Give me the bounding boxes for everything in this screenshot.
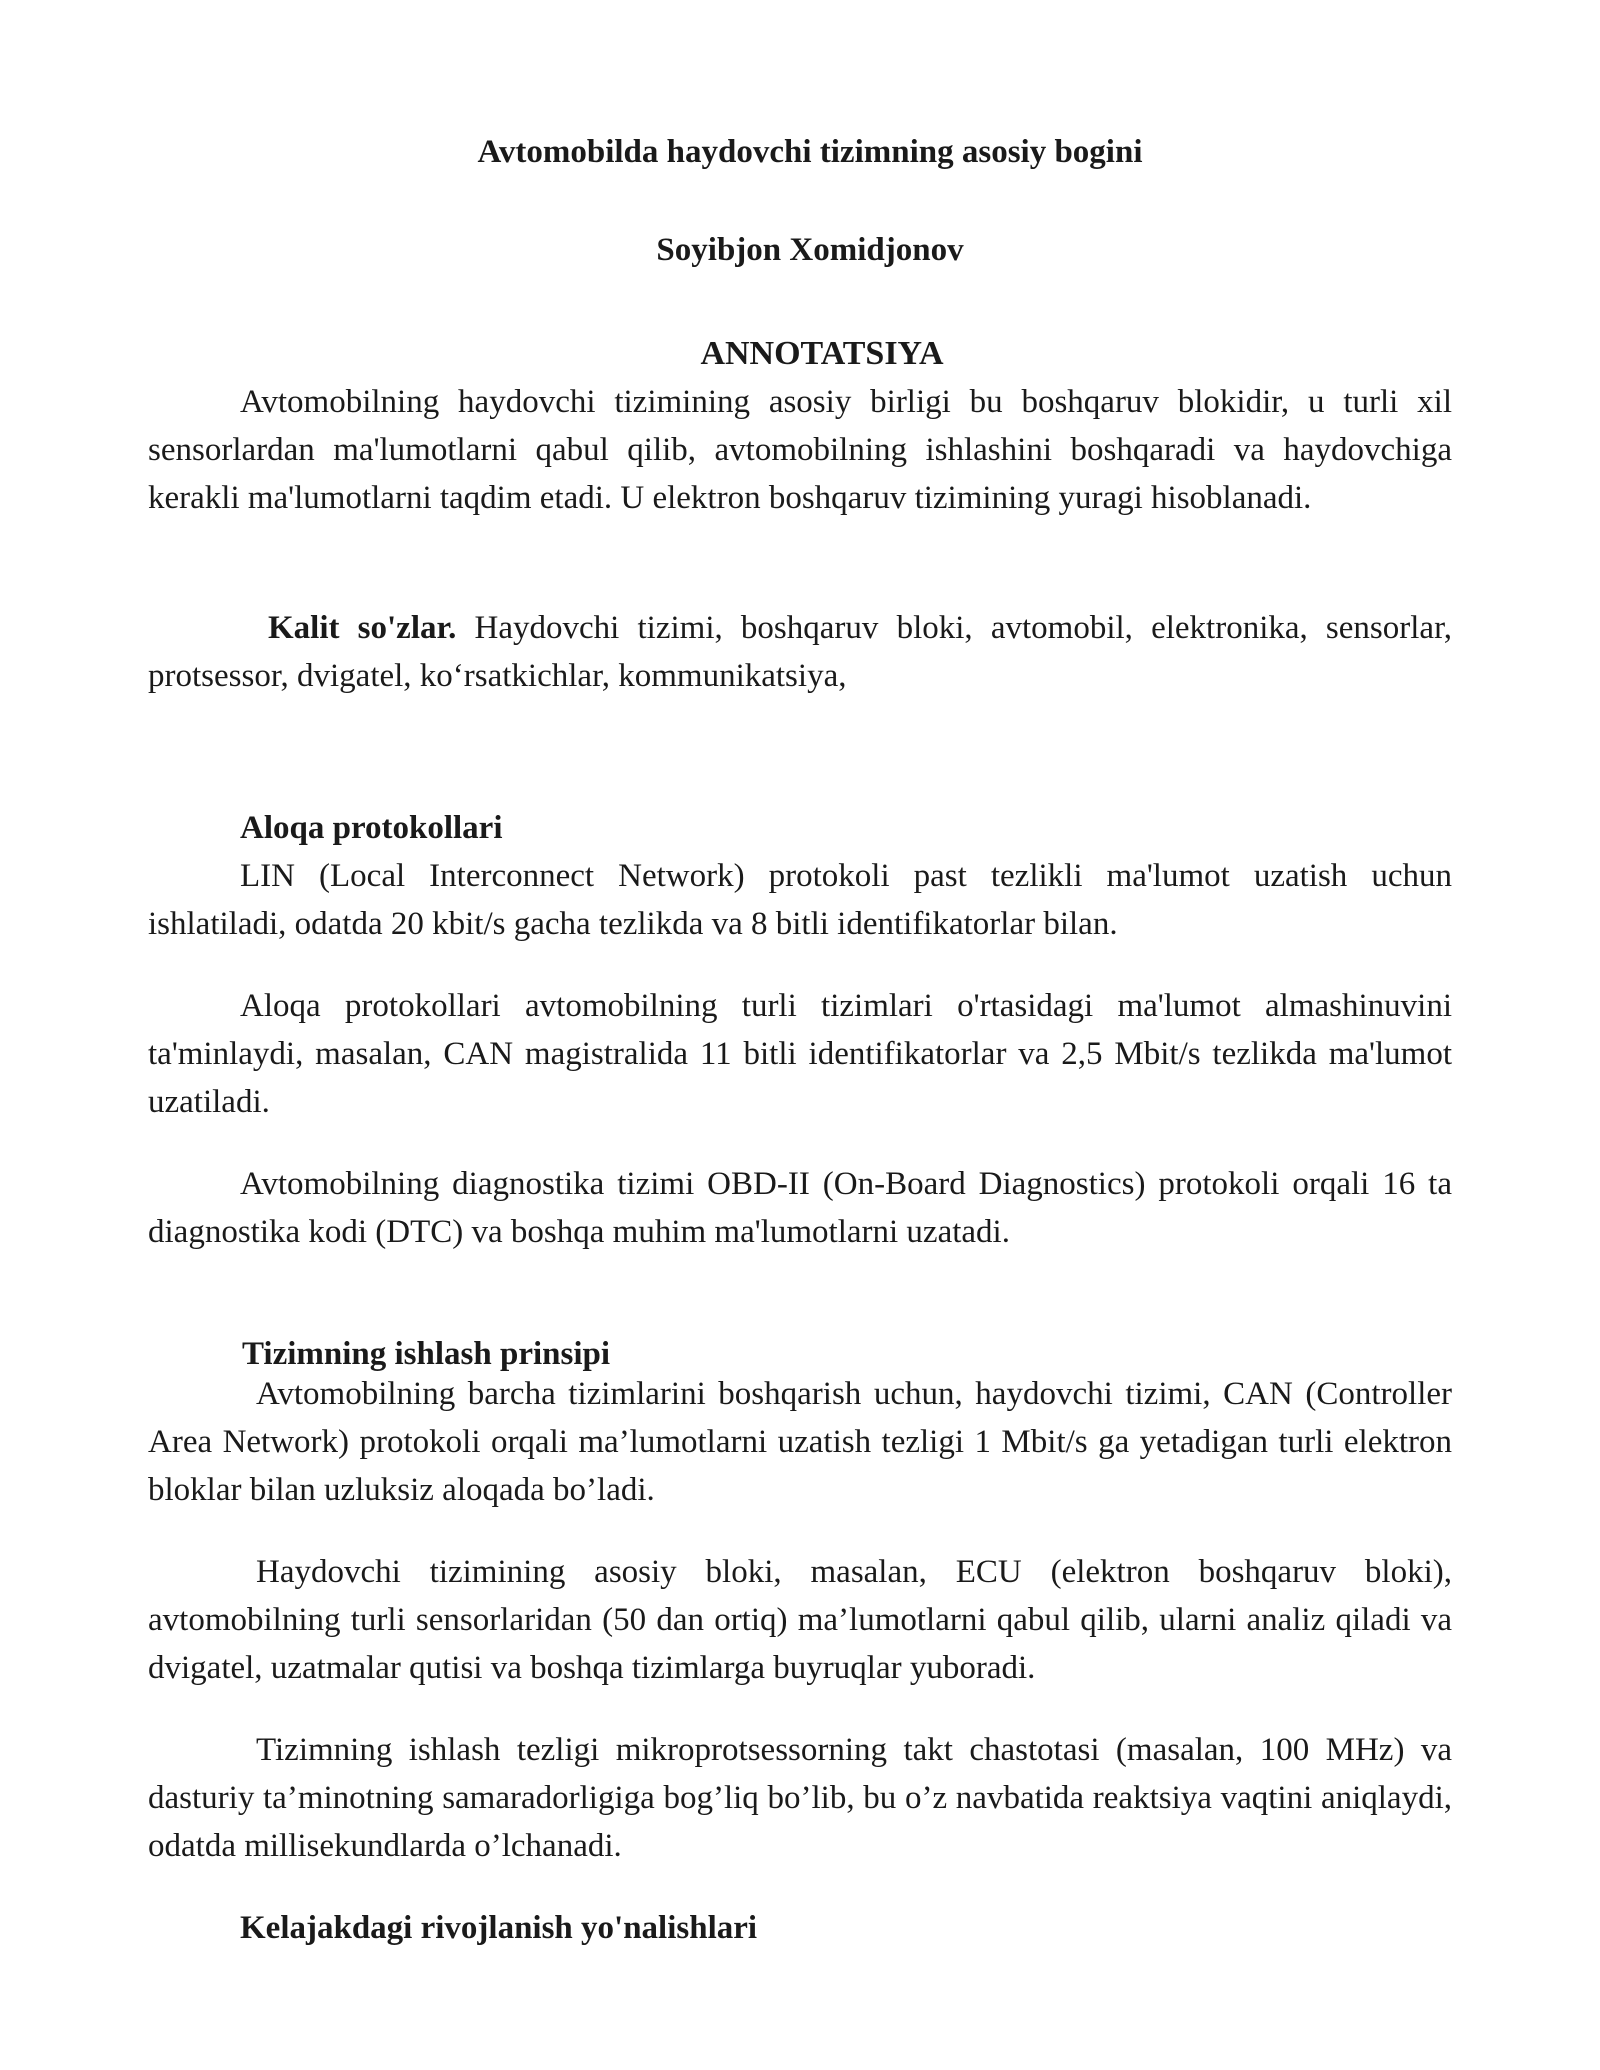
keywords-text: Haydovchi tizimi, boshqaruv bloki, avtomobil, elektronika, sensorlar, protsessor, dvigatel, ko‘rsatkichlar, kommunikatsiya,: [148, 610, 1452, 694]
paragraph-obd: Avtomobilning diagnostika tizimi OBD-II (On-Board Diagnostics) protokoli orqali 16 ta diagnostika kodi (DTC) va boshqa muhim ma'lumotlarni uzatadi.: [148, 1166, 1452, 1250]
paragraph-can-network: Avtomobilning barcha tizimlarini boshqarish uchun, haydovchi tizimi, CAN (Controller Area Network) protokoli orqali ma’lumotlarni uzatish tezligi 1 Mbit/s ga yetadigan turli elektron bloklar bilan uzluksiz aloqada bo’ladi.: [148, 1376, 1452, 1508]
document-author: Soyibjon Xomidjonov: [656, 232, 964, 268]
annotation-heading: ANNOTATSIYA: [700, 335, 944, 372]
section-paragraph: [148, 982, 1452, 1126]
section-heading-protocols: Aloqa protokollari: [240, 810, 503, 846]
annotation-paragraph: Avtomobilning haydovchi tizimining asosiy birligi bu boshqaruv blokidir, u turli xil sensorlardan ma'lumotlarni qabul qilib, avtomobilning ishlashini boshqaradi va haydovchiga kerakli ma'lumotlarni taqdim etadi. U elektron boshqaruv tizimining yuragi hisoblanadi.: [148, 384, 1452, 516]
section-paragraph: [148, 1370, 1452, 1514]
paragraph-ecu: Haydovchi tizimining asosiy bloki, masalan, ECU (elektron boshqaruv bloki), avtomobilning turli sensorlaridan (50 dan ortiq) ma’lumotlarni qabul qilib, ularni analiz qiladi va dvigatel, uzatmalar qutisi va boshqa tizimlarga buyruqlar yuboradi.: [148, 1554, 1452, 1686]
paragraph-can: Aloqa protokollari avtomobilning turli tizimlari o'rtasidagi ma'lumot almashinuvini ta'minlaydi, masalan, CAN magistralida 11 bitli identifikatorlar va 2,5 Mbit/s tezlikda ma'lumot uzatiladi.: [148, 988, 1452, 1120]
keywords-label: Kalit so'zlar.: [268, 610, 457, 646]
section-heading-principle: Tizimning ishlash prinsipi: [242, 1336, 611, 1372]
section-paragraph: [148, 1726, 1452, 1870]
keywords-paragraph: [148, 604, 1452, 700]
annotation-block: [148, 378, 1452, 522]
document-title: Avtomobilda haydovchi tizimning asosiy bogini: [477, 134, 1143, 170]
section-paragraph: [148, 1160, 1452, 1256]
section-paragraph: [148, 1548, 1452, 1692]
keywords-block: [148, 604, 1452, 700]
section-heading-future: Kelajakdagi rivojlanish yo'nalishlari: [240, 1910, 758, 1946]
paragraph-lin: LIN (Local Interconnect Network) protokoli past tezlikli ma'lumot uzatish uchun ishlatiladi, odatda 20 kbit/s gacha tezlikda va 8 bitli identifikatorlar bilan.: [148, 858, 1452, 942]
paragraph-speed: Tizimning ishlash tezligi mikroprotsessorning takt chastotasi (masalan, 100 MHz) va dasturiy ta’minotning samaradorligiga bog’liq bo’lib, bu o’z navbatida reaktsiya vaqtini aniqlaydi, odatda millisekundlarda o’lchanadi.: [148, 1732, 1452, 1864]
section-paragraph: [148, 852, 1452, 948]
